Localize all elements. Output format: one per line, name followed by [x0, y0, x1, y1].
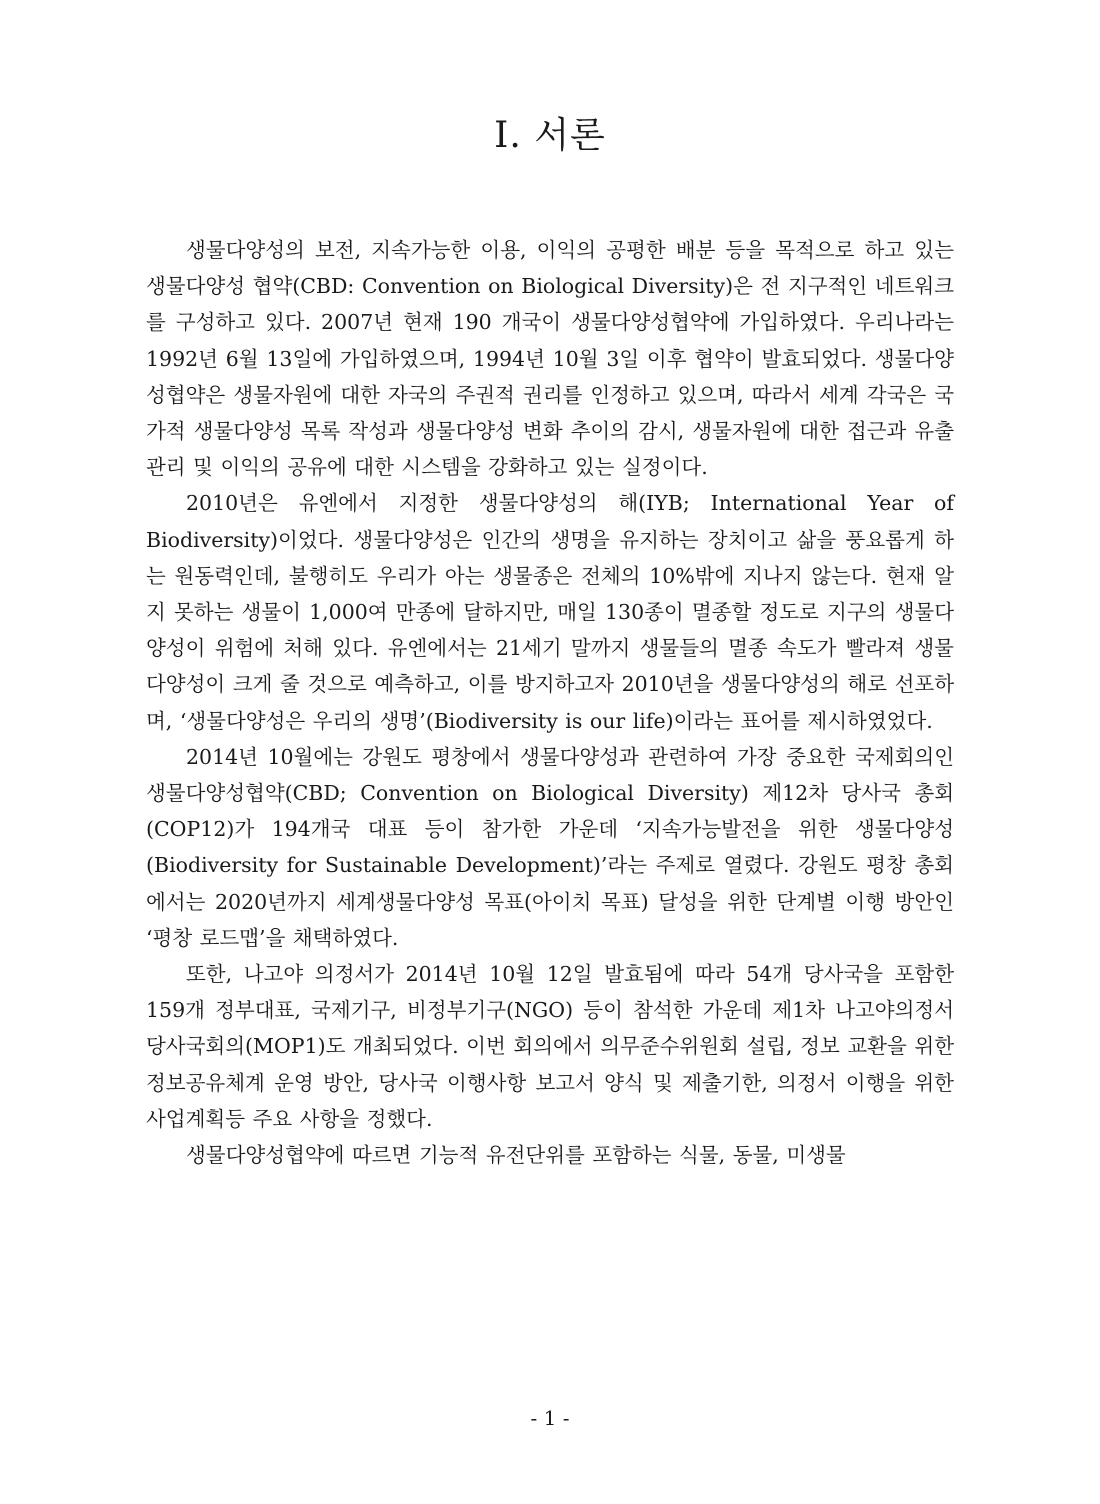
paragraph-genetic-resources: 생물다양성협약에 따르면 기능적 유전단위를 포함하는 식물, 동물, 미생물	[186, 1143, 846, 1168]
section-title: I. 서론	[494, 115, 606, 156]
page-number: - 1 -	[530, 1406, 570, 1430]
paragraph-year-of-biodiversity: 2010년은 유엔에서 지정한 생물다양성의 해(IYB; International Year of Biodiversity)이었다. 생물다양성은 인간의 생명을 유지하는 장치이고 삶을 풍요롭게 하는 원동력인데, 불행히도 우리가 아는 생물종은 전체의 10%밖에 지나지 않는다. 현재 알지 못하는 생물이 1,000여 만종에 달하지만, 매일 130종이 멸종할 정도로 지구의 생물다양성이 위험에 처해 있다. 유엔에서는 21세기 말까지 생물들의 멸종 속도가 빨라져 생물다양성이 크게 줄 것으로 예측하고, 이를 방지하고자 2010년을 생물다양성의 해로 선포하며, ‘생물다양성은 우리의 생명’(Biodiversity is our life)이라는 표어를 제시하였었다.	[146, 491, 954, 733]
paragraph-cbd-overview: 생물다양성의 보전, 지속가능한 이용, 이익의 공평한 배분 등을 목적으로 하고 있는 생물다양성 협약(CBD: Convention on Biological Diversity)은 전 지구적인 네트워크를 구성하고 있다. 2007년 현재 190 개국이 생물다양성협약에 가입하였다. 우리나라는 1992년 6월 13일에 가입하였으며, 1994년 10월 3일 이후 협약이 발효되었다. 생물다양성협약은 생물자원에 대한 자국의 주권적 권리를 인정하고 있으며, 따라서 세계 각국은 국가적 생물다양성 목록 작성과 생물다양성 변화 추이의 감시, 생물자원에 대한 접근과 유출 관리 및 이익의 공유에 대한 시스템을 강화하고 있는 실정이다.	[146, 238, 954, 480]
body-text	[146, 232, 954, 1173]
paragraph-cop12-pyeongchang: 2014년 10월에는 강원도 평창에서 생물다양성과 관련하여 가장 중요한 국제회의인 생물다양성협약(CBD; Convention on Biological Diversity) 제12차 당사국 총회(COP12)가 194개국 대표 등이 참가한 가운데 ‘지속가능발전을 위한 생물다양성(Biodiversity for Sustainable Development)’라는 주제로 열렸다. 강원도 평창 총회에서는 2020년까지 세계생물다양성 목표(아이치 목표) 달성을 위한 단계별 이행 방안인 ‘평창 로드맵’을 채택하였다.	[146, 744, 954, 950]
paragraph-nagoya-protocol: 또한, 나고야 의정서가 2014년 10월 12일 발효됨에 따라 54개 당사국을 포함한 159개 정부대표, 국제기구, 비정부기구(NGO) 등이 참석한 가운데 제1차 나고야의정서 당사국회의(MOP1)도 개최되었다. 이번 회의에서 의무준수위원회 설립, 정보 교환을 위한 정보공유체계 운영 방안, 당사국 이행사항 보고서 양식 및 제출기한, 의정서 이행을 위한 사업계획등 주요 사항을 정했다.	[146, 962, 954, 1131]
